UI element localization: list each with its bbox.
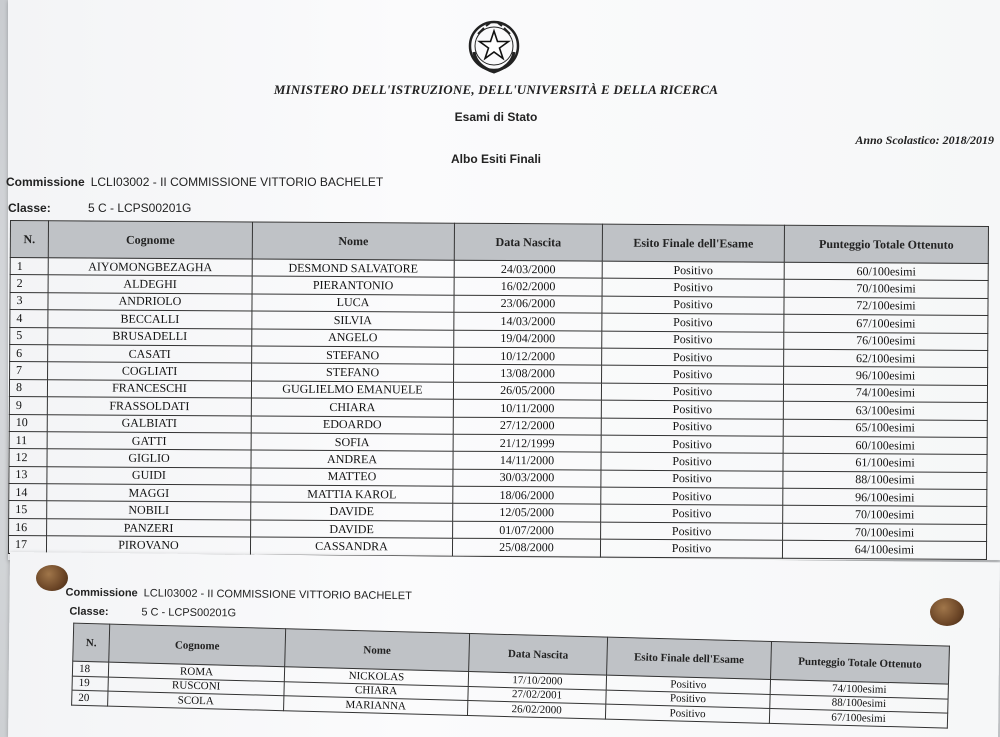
cell-data-nascita: 18/06/2000 <box>453 486 601 504</box>
cell-data-nascita: 30/03/2000 <box>453 469 601 487</box>
column-header-punteggio: Punteggio Totale Ottenuto <box>771 641 950 684</box>
cell-esito: Positivo <box>601 435 783 454</box>
cell-esito: Positivo <box>602 261 784 280</box>
cell-punteggio: 76/100esimi <box>784 332 988 351</box>
cell-nome: DAVIDE <box>251 502 453 521</box>
cell-cognome: GIGLIO <box>47 449 251 468</box>
column-header-cognome: Cognome <box>109 624 286 667</box>
cell-nome: DESMOND SALVATORE <box>252 259 454 278</box>
cell-esito: Positivo <box>602 279 784 298</box>
cell-data-nascita: 26/05/2000 <box>453 382 601 400</box>
cell-esito: Positivo <box>601 400 783 419</box>
results-sheet-page-2 <box>8 552 1000 737</box>
column-header-nome: Nome <box>252 222 454 260</box>
cell-cognome: PIROVANO <box>46 536 250 555</box>
results-table-page-1 <box>8 220 989 560</box>
cell-number: 13 <box>9 466 47 484</box>
cell-nome: STEFANO <box>252 346 454 365</box>
cell-esito: Positivo <box>601 418 783 437</box>
cell-number: 8 <box>9 379 47 397</box>
column-header-esito: Esito Finale dell'Esame <box>607 637 772 679</box>
class-value-page-2: 5 C - LCPS00201G <box>141 606 237 620</box>
table-header-row <box>10 221 988 264</box>
column-header-n: N. <box>73 623 110 662</box>
cell-cognome: ALDEGHI <box>48 275 252 294</box>
cell-nome: SILVIA <box>252 311 454 330</box>
cell-esito: Positivo <box>601 470 783 489</box>
class-value: 5 C - LCPS00201G <box>88 201 192 215</box>
cell-punteggio: 62/100esimi <box>784 349 988 368</box>
cell-nome: SOFIA <box>251 433 453 452</box>
cell-data-nascita: 26/02/2000 <box>467 701 605 719</box>
cell-esito: Positivo <box>601 505 783 524</box>
cell-number: 17 <box>8 536 46 554</box>
cell-number: 7 <box>10 362 48 380</box>
cell-punteggio: 67/100esimi <box>769 708 947 727</box>
cell-punteggio: 70/100esimi <box>783 506 987 525</box>
cell-nome: GUGLIELMO EMANUELE <box>251 381 453 400</box>
cell-esito: Positivo <box>606 690 770 709</box>
cell-punteggio: 60/100esimi <box>784 262 988 281</box>
cell-esito: Positivo <box>601 487 783 506</box>
cell-punteggio: 88/100esimi <box>770 694 948 713</box>
cell-cognome: ANDRIOLO <box>48 293 252 312</box>
exam-subtitle: Esami di Stato <box>454 110 538 124</box>
column-header-n: N. <box>10 221 48 258</box>
cell-data-nascita: 14/03/2000 <box>454 312 602 330</box>
cell-punteggio: 60/100esimi <box>783 436 987 455</box>
cell-punteggio: 88/100esimi <box>783 471 987 490</box>
italian-republic-emblem-icon <box>466 18 522 76</box>
cell-data-nascita: 01/07/2000 <box>453 521 601 539</box>
cell-nome: CASSANDRA <box>250 537 452 556</box>
cell-number: 1 <box>10 258 48 276</box>
commission-line-page-2 <box>66 587 412 603</box>
cell-nome: LUCA <box>252 294 454 313</box>
cell-cognome: PANZERI <box>47 519 251 538</box>
cell-nome: CHIARA <box>284 681 468 700</box>
cell-data-nascita: 17/10/2000 <box>468 672 606 690</box>
cell-cognome: COGLIATI <box>48 362 252 381</box>
cell-cognome: FRANCESCHI <box>47 379 251 398</box>
cell-cognome: CASATI <box>48 345 252 364</box>
cell-number: 6 <box>10 344 48 362</box>
cell-data-nascita: 27/12/2000 <box>453 417 601 435</box>
cell-data-nascita: 14/11/2000 <box>453 452 601 470</box>
cell-number: 12 <box>9 449 47 467</box>
cell-esito: Positivo <box>602 331 784 350</box>
column-header-esito: Esito Finale dell'Esame <box>602 224 784 262</box>
cell-esito: Positivo <box>601 383 783 402</box>
cell-esito: Positivo <box>602 296 784 315</box>
cell-punteggio: 67/100esimi <box>784 314 988 333</box>
cell-punteggio: 65/100esimi <box>783 419 987 438</box>
cell-nome: STEFANO <box>252 363 454 382</box>
cell-punteggio: 74/100esimi <box>770 679 948 698</box>
class-label-page-2: Classe: <box>69 605 109 619</box>
commission-label-page-2: Commissione <box>65 586 138 600</box>
column-header-data-nascita: Data Nascita <box>469 634 608 676</box>
cell-punteggio: 61/100esimi <box>783 454 987 473</box>
cell-data-nascita: 10/12/2000 <box>454 347 602 365</box>
column-header-nome: Nome <box>285 629 470 672</box>
cell-punteggio: 74/100esimi <box>783 384 987 403</box>
column-header-data-nascita: Data Nascita <box>454 223 602 261</box>
cell-number: 9 <box>9 397 47 415</box>
cell-nome: NICKOLAS <box>284 667 468 686</box>
cell-data-nascita: 23/06/2000 <box>454 295 602 313</box>
cell-cognome: MAGGI <box>47 484 251 503</box>
cell-nome: DAVIDE <box>251 520 453 539</box>
cell-data-nascita: 21/12/1999 <box>453 434 601 452</box>
cell-cognome: BECCALLI <box>48 310 252 329</box>
cell-punteggio: 63/100esimi <box>783 401 987 420</box>
cell-number: 14 <box>9 484 47 502</box>
cell-punteggio: 70/100esimi <box>783 523 987 542</box>
cell-esito: Positivo <box>602 365 784 384</box>
cell-number: 16 <box>9 518 47 536</box>
cell-cognome: RUSCONI <box>108 677 284 696</box>
cell-data-nascita: 25/08/2000 <box>452 538 600 556</box>
cell-esito: Positivo <box>600 539 782 558</box>
cell-number: 18 <box>72 661 108 676</box>
brown-pushpin-icon <box>930 598 964 626</box>
cell-number: 2 <box>10 275 48 293</box>
cell-punteggio: 96/100esimi <box>784 367 988 386</box>
cell-number: 10 <box>9 414 47 432</box>
cell-number: 4 <box>10 310 48 328</box>
cell-number: 20 <box>72 690 108 705</box>
cell-punteggio: 96/100esimi <box>783 488 987 507</box>
cell-nome: MATTIA KAROL <box>251 485 453 504</box>
cell-punteggio: 70/100esimi <box>784 280 988 299</box>
cell-nome: CHIARA <box>251 398 453 417</box>
results-board-title: Albo Esiti Finali <box>450 152 541 166</box>
cell-cognome: GALBIATI <box>47 414 251 433</box>
cell-data-nascita: 12/05/2000 <box>453 504 601 522</box>
commission-value: LCLI03002 - II COMMISSIONE VITTORIO BACHELET <box>90 175 384 189</box>
cell-cognome: GATTI <box>47 432 251 451</box>
cell-nome: ANGELO <box>252 329 454 348</box>
cell-data-nascita: 24/03/2000 <box>454 260 602 278</box>
cell-nome: EDOARDO <box>251 415 453 434</box>
column-header-cognome: Cognome <box>48 221 252 259</box>
commission-line <box>6 175 383 189</box>
cell-cognome: AIYOMONGBEZAGHA <box>48 258 252 277</box>
cell-data-nascita: 19/04/2000 <box>454 330 602 348</box>
cell-esito: Positivo <box>601 522 783 541</box>
ministry-title: MINISTERO DELL'ISTRUZIONE, DELL'UNIVERSITÀ E DELLA RICERCA <box>273 82 719 97</box>
results-sheet-page-1 <box>8 0 1000 560</box>
cell-number: 3 <box>10 292 48 310</box>
cell-number: 11 <box>9 431 47 449</box>
cell-data-nascita: 27/02/2001 <box>468 686 606 704</box>
class-line <box>8 201 191 215</box>
cell-nome: MARIANNA <box>284 696 468 715</box>
class-line-page-2 <box>69 606 236 620</box>
cell-number: 15 <box>9 501 47 519</box>
cell-nome: MATTEO <box>251 468 453 487</box>
cell-nome: ANDREA <box>251 450 453 469</box>
school-year: Anno Scolastico: 2018/2019 <box>855 133 994 147</box>
cell-nome: PIERANTONIO <box>252 276 454 295</box>
cell-data-nascita: 10/11/2000 <box>453 399 601 417</box>
cell-cognome: GUIDI <box>47 466 251 485</box>
cell-esito: Positivo <box>601 452 783 471</box>
commission-label: Commissione <box>6 175 85 189</box>
cell-punteggio: 64/100esimi <box>782 540 986 559</box>
cell-data-nascita: 16/02/2000 <box>454 278 602 296</box>
commission-value-page-2: LCLI03002 - II COMMISSIONE VITTORIO BACHELET <box>143 587 412 603</box>
cell-number: 19 <box>72 676 108 691</box>
column-header-punteggio: Punteggio Totale Ottenuto <box>784 225 988 263</box>
class-label: Classe: <box>8 201 51 215</box>
cell-number: 5 <box>10 327 48 345</box>
cell-punteggio: 72/100esimi <box>784 297 988 316</box>
cell-esito: Positivo <box>605 704 769 723</box>
cell-esito: Positivo <box>602 348 784 367</box>
cell-esito: Positivo <box>602 313 784 332</box>
cell-data-nascita: 13/08/2000 <box>454 365 602 383</box>
results-table-page-2 <box>71 623 950 728</box>
cell-cognome: FRASSOLDATI <box>47 397 251 416</box>
cell-cognome: NOBILI <box>47 501 251 520</box>
cell-cognome: BRUSADELLI <box>48 327 252 346</box>
brown-pushpin-icon <box>36 565 68 591</box>
cell-cognome: SCOLA <box>108 691 284 710</box>
cell-esito: Positivo <box>606 675 770 694</box>
cell-cognome: ROMA <box>108 662 284 681</box>
